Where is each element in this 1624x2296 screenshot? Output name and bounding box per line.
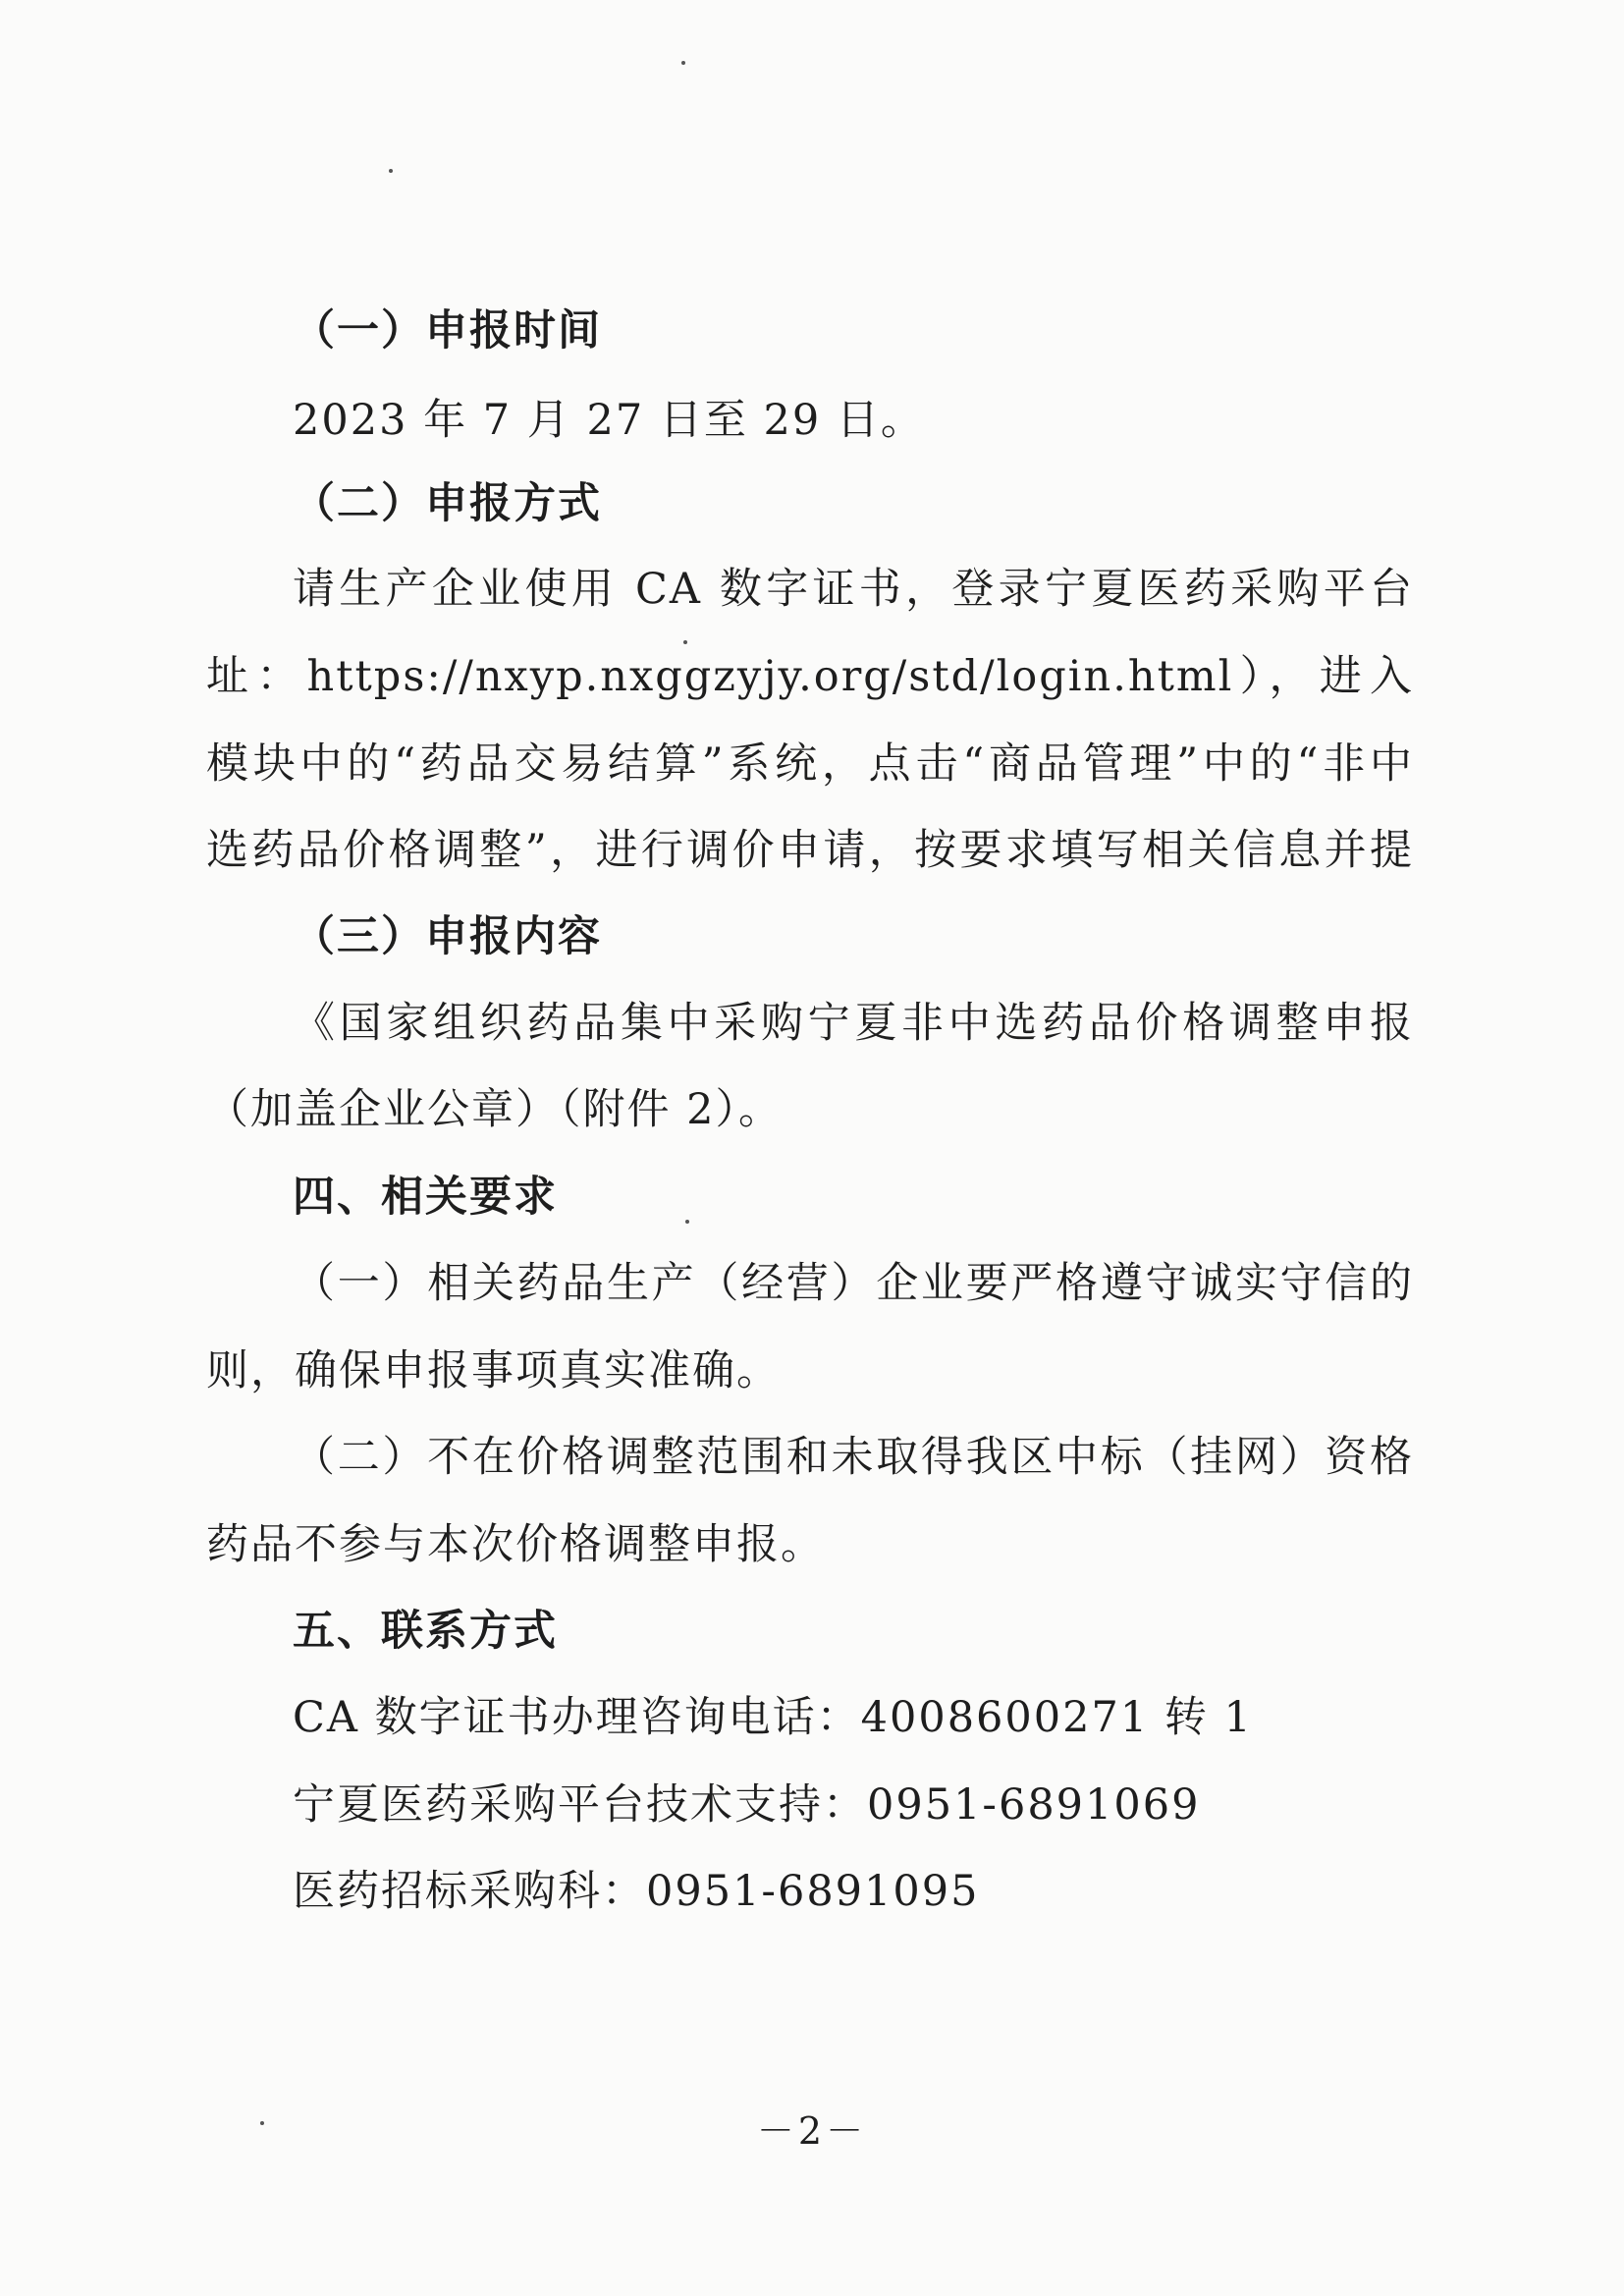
contact-ca-certificate: CA 数字证书办理咨询电话：4008600271 转 1	[293, 1693, 1253, 1742]
declaration-content-line-1: 《国家组织药品集中采购宁夏非中选药品价格调整申报	[293, 999, 1414, 1048]
declaration-content-line-2: （加盖企业公章）（附件 2）。	[206, 1085, 784, 1134]
page-number: －2－	[756, 2109, 868, 2153]
requirement-1-line-2: 则，确保申报事项真实准确。	[206, 1346, 781, 1395]
scan-speck	[683, 640, 687, 644]
declaration-time-text: 2023 年 7 月 27 日至 29 日。	[293, 396, 925, 445]
section-heading-declaration-time: （一）申报时间	[293, 306, 602, 355]
scan-speck	[260, 2121, 264, 2125]
requirement-2-line-2: 药品不参与本次价格调整申报。	[206, 1520, 825, 1569]
scan-speck	[685, 1220, 689, 1224]
declaration-method-line-1: 请生产企业使用 CA 数字证书，登录宁夏医药采购平台	[293, 565, 1414, 614]
section-heading-declaration-method: （二）申报方式	[293, 479, 602, 528]
requirement-2-line-1: （二）不在价格调整范围和未取得我区中标（挂网）资格	[293, 1433, 1414, 1482]
declaration-method-line-3: 模块中的“药品交易结算”系统，点击“商品管理”中的“非中	[206, 739, 1414, 789]
section-heading-requirements: 四、相关要求	[293, 1173, 558, 1222]
scan-speck	[389, 169, 393, 173]
section-heading-contacts: 五、联系方式	[293, 1607, 558, 1656]
contact-procurement-office: 医药招标采购科：0951-6891095	[293, 1867, 980, 1916]
requirement-1-line-1: （一）相关药品生产（经营）企业要严格遵守诚实守信的	[293, 1259, 1414, 1308]
section-heading-declaration-content: （三）申报内容	[293, 912, 602, 961]
contact-platform-support: 宁夏医药采购平台技术支持：0951-6891069	[293, 1780, 1201, 1830]
declaration-method-line-2: 址：https://nxyp.nxggzyjy.org/std/login.html），进入	[206, 652, 1414, 701]
declaration-method-line-4: 选药品价格调整”，进行调价申请，按要求填写相关信息并提	[206, 826, 1414, 875]
scan-speck	[681, 61, 685, 65]
